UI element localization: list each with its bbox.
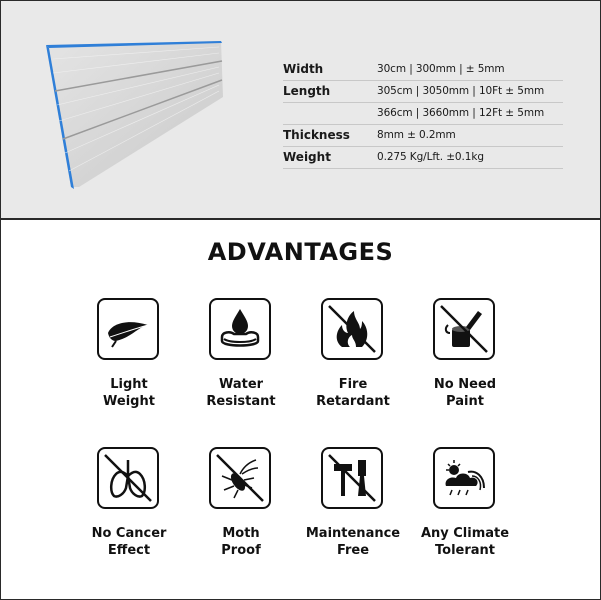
advantage-caption: No Need Paint xyxy=(433,377,497,409)
advantage-caption: Light Weight xyxy=(103,377,155,409)
advantage-caption: Water Resistant xyxy=(206,377,276,409)
spec-value: 8mm ± 0.2mm xyxy=(377,129,456,141)
spec-value: 0.275 Kg/Lft. ±0.1kg xyxy=(377,151,484,163)
advantage-icon-box xyxy=(321,298,383,360)
advantage-icon-box xyxy=(209,298,271,360)
no-lungs-icon xyxy=(102,452,154,504)
advantage-caption: No Cancer Effect xyxy=(91,526,167,558)
spec-row-width xyxy=(283,59,563,81)
spec-value: 366cm | 3660mm | 12Ft ± 5mm xyxy=(377,107,545,119)
spec-table xyxy=(283,59,563,169)
advantage-icon-box xyxy=(209,447,271,509)
advantage-icon-box xyxy=(97,447,159,509)
no-tools-icon xyxy=(326,452,378,504)
advantage-caption: Moth Proof xyxy=(221,526,261,558)
weather-icon xyxy=(438,452,490,504)
no-fire-icon xyxy=(326,303,378,355)
advantage-icon-box xyxy=(97,298,159,360)
spec-label: Length xyxy=(283,84,331,98)
spec-value: 30cm | 300mm | ± 5mm xyxy=(377,63,505,75)
spec-row-length xyxy=(283,81,563,103)
advantage-caption: Fire Retardant xyxy=(316,377,390,409)
spec-value: 305cm | 3050mm | 10Ft ± 5mm xyxy=(377,85,545,97)
water-drop-icon xyxy=(214,303,266,355)
no-moth-icon xyxy=(214,452,266,504)
no-paint-icon xyxy=(438,303,490,355)
advantage-icon-box xyxy=(321,447,383,509)
advantages-title: ADVANTAGES xyxy=(207,238,394,266)
spec-row-length-alt xyxy=(283,103,563,125)
advantage-icon-box xyxy=(433,447,495,509)
advantage-caption: Any Climate Tolerant xyxy=(420,526,510,558)
spec-label: Thickness xyxy=(283,128,350,142)
spec-label: Width xyxy=(283,62,324,76)
wall-panel-image xyxy=(41,39,241,189)
product-spec-section xyxy=(1,1,600,220)
spec-row-thickness xyxy=(283,125,563,147)
feather-icon xyxy=(102,303,154,355)
spec-row-weight xyxy=(283,147,563,169)
spec-label: Weight xyxy=(283,150,331,164)
advantage-caption: Maintenance Free xyxy=(305,526,401,558)
advantage-icon-box xyxy=(433,298,495,360)
